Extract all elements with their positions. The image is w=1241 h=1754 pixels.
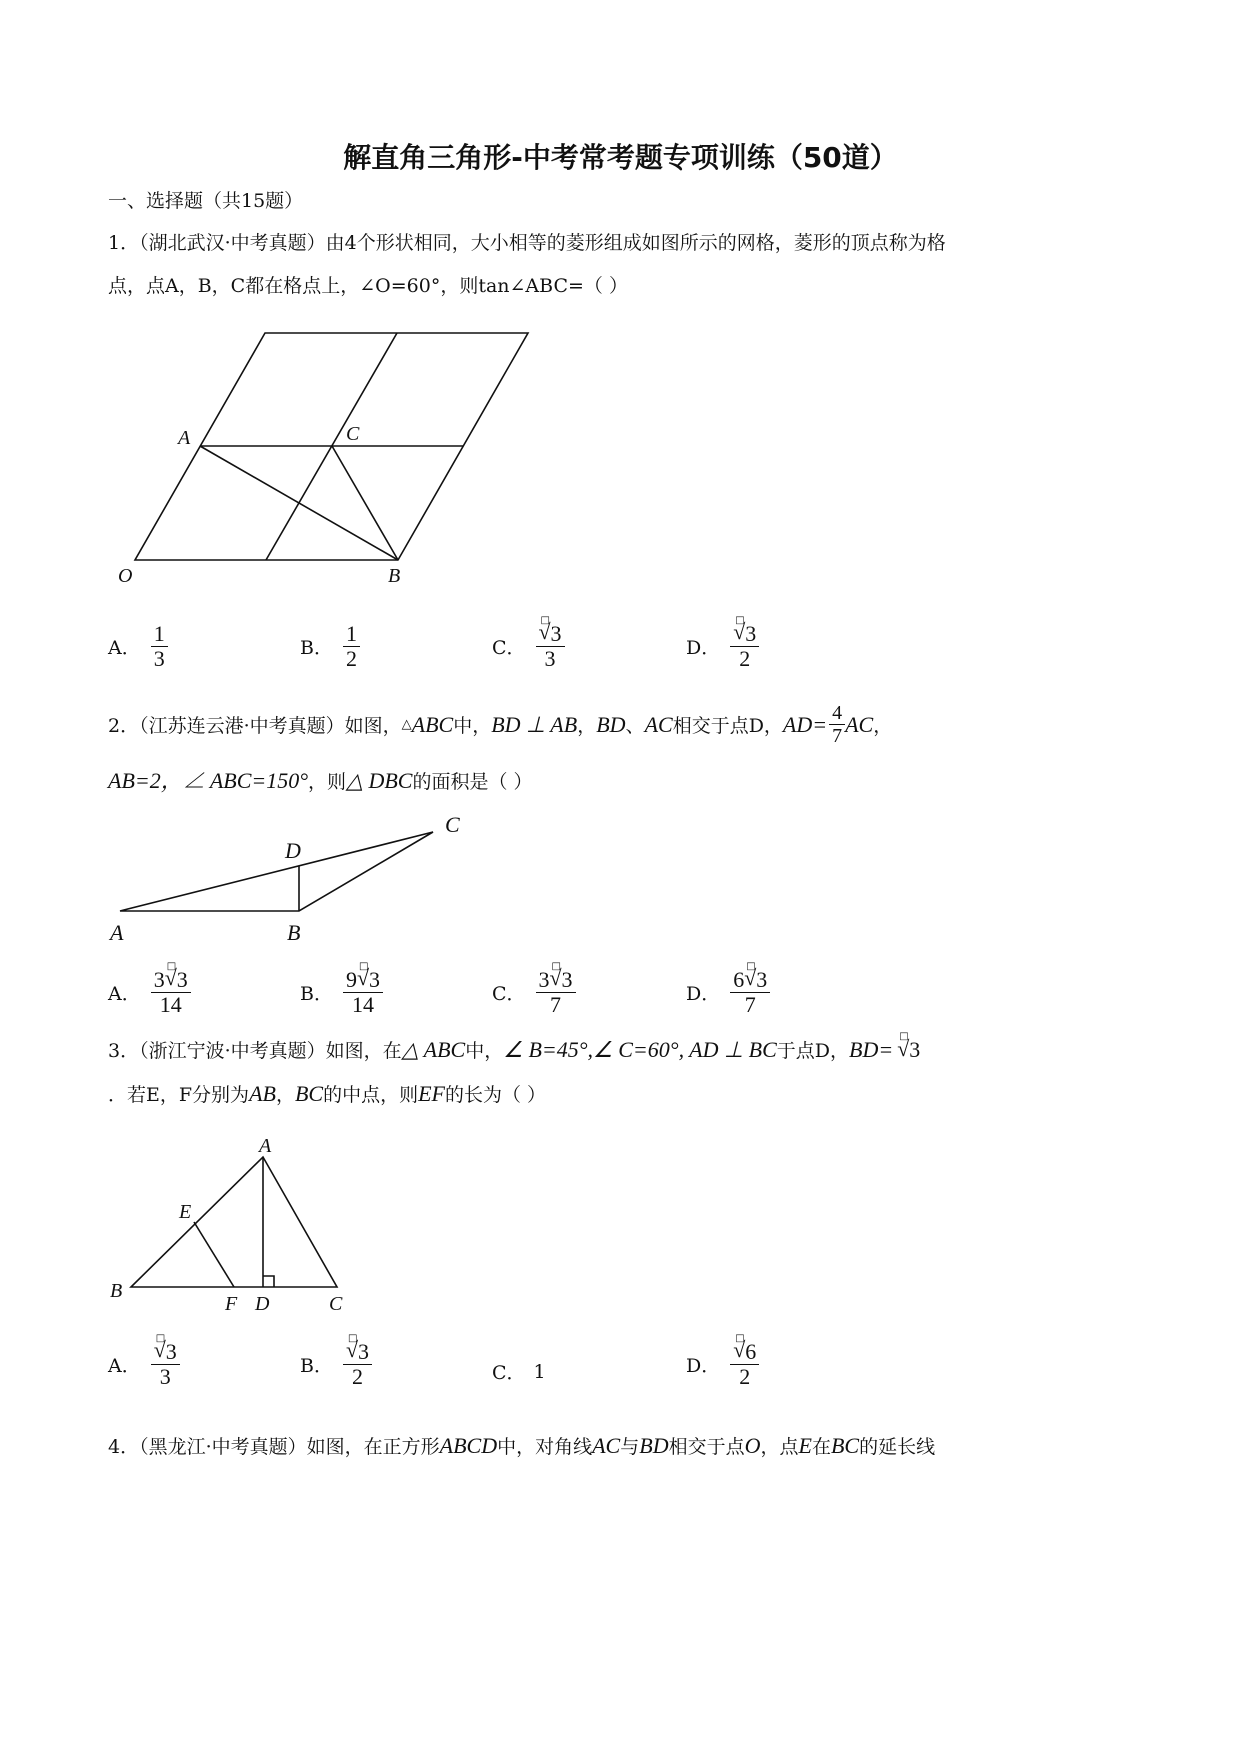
section-heading: 一、选择题（共15题） <box>108 190 304 212</box>
q1-label-o: O <box>118 565 133 587</box>
q3-label-f: F <box>225 1293 238 1315</box>
q2-option-b[interactable]: B． 9 √ □ 3 14 <box>300 968 383 1017</box>
q2-label-d: D <box>285 838 301 863</box>
q3-right-angle-mark <box>263 1276 274 1287</box>
q2-option-a[interactable]: A． 3 √ □ 3 14 <box>108 968 191 1017</box>
q1-option-b[interactable]: B． $\frac{1}{2}$ <box>300 622 360 671</box>
q1-option-d[interactable]: D． √ □ 3 2 <box>686 622 759 671</box>
q2-line2: AB=2，∠ ABC=150° ，则 △ DBC 的面积是（ ） <box>108 768 533 793</box>
q2-option-c[interactable]: C． 3 √ □ 3 7 <box>492 968 576 1017</box>
q3-triangle-abc <box>131 1157 337 1287</box>
q2-line1: 2．（江苏连云港·中考真题）如图， △ ABC 中， BD ⊥ AB ， BD 、 AC 相交于点D， AD= $\frac{4}{7}$ AC ， <box>108 702 893 747</box>
q3-option-b[interactable]: B． √ □ 3 2 <box>300 1340 372 1389</box>
q2-label-a: A <box>110 920 124 945</box>
q3-label-e: E <box>179 1201 192 1223</box>
q4-line1: 4．（黑龙江·中考真题）如图，在正方形 ABCD 中，对角线 AC 与 BD 相交于点 O ，点 E 在 BC 的延长线 <box>108 1433 936 1458</box>
q3-option-d[interactable]: D． √ □ 6 2 <box>686 1340 759 1389</box>
q3-label-a: A <box>259 1135 272 1157</box>
q2-option-d[interactable]: D． 6 √ □ 3 7 <box>686 968 770 1017</box>
q1-segment-ab <box>200 446 398 560</box>
q3-line1: 3．（浙江宁波·中考真题）如图，在 △ ABC 中， ∠ B=45°,∠ C=60°, AD ⊥ BC 于点D， BD= √ □ 3 <box>108 1036 920 1063</box>
q3-line2: ．若E，F分别为 AB ， BC 的中点，则 EF 的长为（ ） <box>108 1081 547 1106</box>
q1-option-c[interactable]: C． √ □ 3 3 <box>492 622 565 671</box>
q3-label-b: B <box>110 1280 123 1302</box>
q1-label-c: C <box>346 423 360 445</box>
q3-label-c: C <box>329 1293 343 1315</box>
q3-segment-ef <box>194 1222 234 1287</box>
q2-label-b: B <box>287 920 301 945</box>
q1-line2: 点，点A，B，C都在格点上，∠O=60°，则tan∠ABC=（ ） <box>108 275 628 297</box>
q1-line1: 1．（湖北武汉·中考真题）由4个形状相同，大小相等的菱形组成如图所示的网格，菱形的顶点称为格 <box>108 232 946 254</box>
q2-figure <box>105 808 485 948</box>
q3-figure <box>105 1132 365 1317</box>
q1-label-b: B <box>388 565 401 587</box>
q1-option-a[interactable]: A． $\frac{1}{3}$ <box>108 622 168 671</box>
q2-triangle-abc <box>120 832 433 911</box>
q1-segment-cb <box>332 446 398 560</box>
page-title: 解直角三角形-中考常考题专项训练（50道） <box>343 141 898 174</box>
q3-label-d: D <box>255 1293 270 1315</box>
q3-option-c[interactable]: C． 1 <box>492 1360 546 1384</box>
q1-label-a: A <box>178 427 191 449</box>
q1-figure <box>110 320 550 595</box>
q2-label-c: C <box>445 812 460 837</box>
q3-option-a[interactable]: A． √ □ 3 3 <box>108 1340 180 1389</box>
